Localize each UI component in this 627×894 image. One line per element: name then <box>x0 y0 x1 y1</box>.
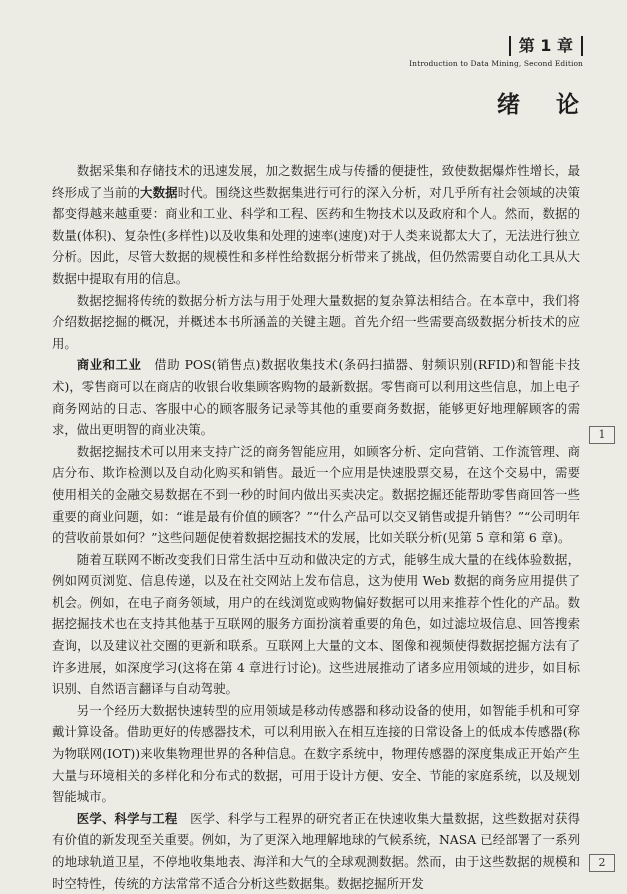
chapter-subtitle: Introduction to Data Mining, Second Edition <box>409 59 583 68</box>
paragraph-text: 数据挖掘将传统的数据分析方法与用于处理大量数据的复杂算法相结合。在本章中，我们将介绍数据挖掘的概况，并概述本书所涵盖的关键主题。首先介绍一些需要高级数据分析技术的应用。 <box>52 292 580 351</box>
paragraph <box>52 354 580 440</box>
paragraph-text: 数据挖掘技术可以用来支持广泛的商务智能应用，如顾客分析、定向营销、工作流管理、商店分布、欺诈检测以及自动化购买和销售。最近一个应用是快速股票交易，在这个交易中，需要使用相关的金融交易数据在不到一秒的时间内做出买卖决定。数据挖掘还能帮助零售商回答一些重要的商业问题，如：“谁是最有价值的顾客？”“什么产品可以交叉销售或提升销售？”“公司明年的营收前景如何？”这些问题促使着数据挖掘技术的发展，比如关联分析(见第 5 章和第 6 章)。 <box>52 443 580 546</box>
paragraph-text: 时代。围绕这些数据集进行可行的深入分析，对几乎所有社会领域的决策都变得越来越重要：商业和工业、科学和工程、医药和生物技术以及政府和个人。然而，数据的数量(体积)、复杂性(多样性)以及收集和处理的速率(速度)对于人类来说都太大了，无法进行独立分析。因此，尽管大数据的规模性和多样性给数据分析带来了挑战，但仍然需要自动化工具从大数据中提取有用的信息。 <box>52 184 581 286</box>
paragraph-lead-heading: 医学、科学与工程 <box>76 810 178 826</box>
paragraph-text: 另一个经历大数据快速转型的应用领域是移动传感器和移动设备的使用，如智能手机和可穿戴计算设备。借助更好的传感器技术，可以利用嵌入在相互连接的日常设备上的低成本传感器(称为物联网(IOT))来收集物理世界的各种信息。在数字系统中，物理传感器的深度集成正开始产生大量与环境相关的多样化和分布式的数据，可用于设计方便、安全、节能的家庭系统，以及规划智能城市。 <box>52 702 580 805</box>
chapter-header <box>409 36 583 68</box>
margin-page-number: 1 <box>589 426 615 444</box>
bold-term: 大数据 <box>140 184 178 200</box>
paragraph-text: 借助 POS(销售点)数据收集技术(条码扫描器、射频识别(RFID)和智能卡技术)，零售商可以在商店的收银台收集顾客购物的最新数据。零售商可以利用这些信息，加上电子商务网站的日志、客服中心的顾客服务记录等其他的重要商务数据，能够更好地理解顾客的需求，做出更明智的商业决策。 <box>52 357 581 438</box>
paragraph <box>52 160 580 290</box>
chapter-title: 绪论 <box>497 92 615 118</box>
paragraph <box>52 441 580 549</box>
paragraph-lead-heading: 商业和工业 <box>76 357 142 373</box>
paragraph-text: 随着互联网不断改变我们日常生活中互动和做决定的方式，能够生成大量的在线体验数据，例如网页浏览、信息传递，以及在社交网站上发布信息，这为使用 Web 数据的商务应用提供了机会。例如，在电子商务领域，用户的在线浏览或购物偏好数据可以用来推荐个性化的产品。数据挖掘技术也在支持其他基于互联网的服务方面扮演着重要的角色，如过滤垃圾信息、回答搜索查询，以及建议社交圈的更新和联系。互联网上大量的文本、图像和视频使得数据挖掘方法有了许多进展，如深度学习(这将在第 4 章进行讨论)。这些进展推动了诸多应用领域的进步，如目标识别、自然语言翻译与自动驾驶。 <box>52 551 580 697</box>
paragraph <box>52 549 580 700</box>
body-text <box>52 160 580 894</box>
chapter-label: 第 1 章 <box>509 36 583 56</box>
margin-page-number: 2 <box>589 854 615 872</box>
paragraph <box>52 290 580 355</box>
paragraph-text: 数据采集和存储技术的迅速发展，加之数据生成与传播的便捷性，致使数据爆炸性增长，最终形成了当前的 <box>52 163 580 200</box>
paragraph-text: 医学、科学与工程界的研究者正在快速收集大量数据，这些数据对获得有价值的新发现至关重要。例如，为了更深入地理解地球的气候系统，NASA 已经部署了一系列的地球轨道卫星，不停地收集地表、海洋和大气的全球观测数据。然而，由于这些数据的规模和时空特性，传统的方法常常不适合分析这些数据集。数据挖掘所开发 <box>52 810 581 891</box>
bleed-through-texture <box>40 6 587 146</box>
paragraph <box>52 808 580 894</box>
paragraph <box>52 700 580 808</box>
